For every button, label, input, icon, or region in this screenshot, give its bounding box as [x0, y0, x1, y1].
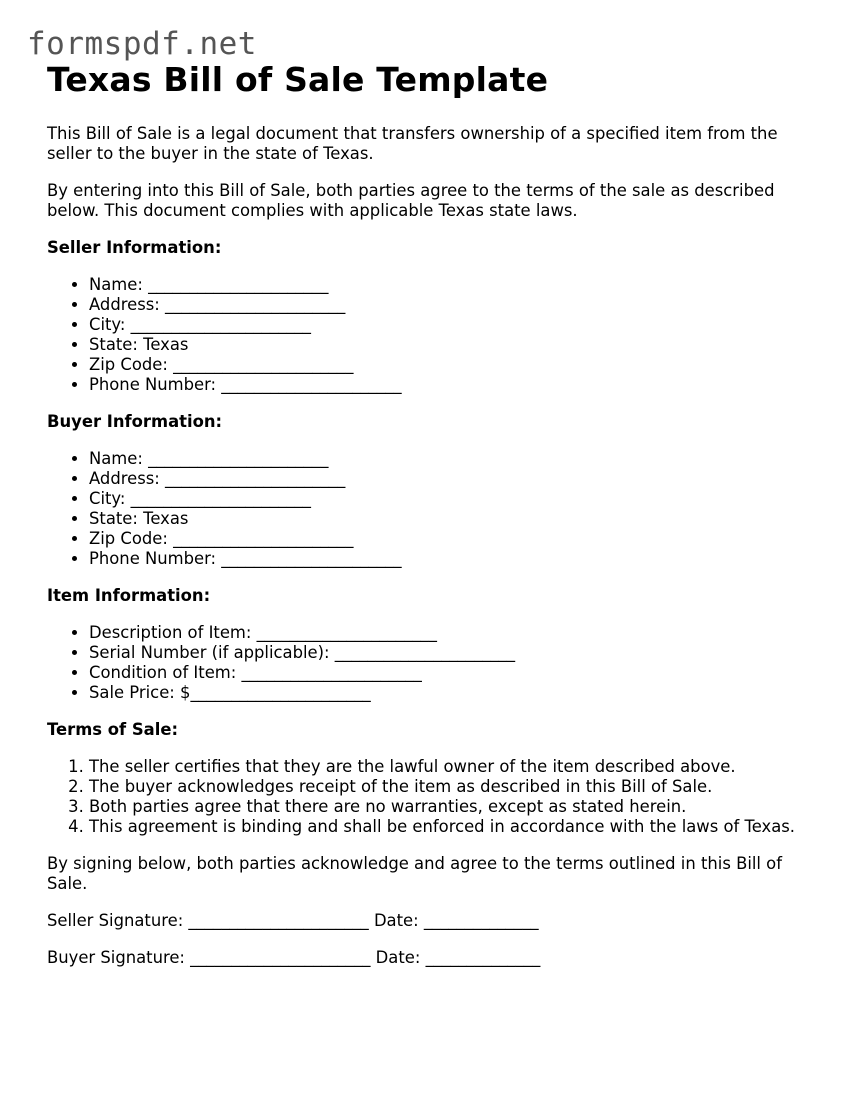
buyer-info-list	[47, 449, 827, 569]
item-condition-field[interactable]: • Condition of Item: ______________________	[89, 663, 827, 683]
page-title: Texas Bill of Sale Template	[47, 60, 549, 99]
seller-city-field[interactable]: • City: ______________________	[89, 315, 827, 335]
item-sale-price-field[interactable]: • Sale Price: $______________________	[89, 683, 827, 703]
item-description-field[interactable]: • Description of Item: ______________________	[89, 623, 827, 643]
term-item: 3. Both parties agree that there are no warranties, except as stated herein.	[89, 797, 827, 817]
closing-paragraph: By signing below, both parties acknowledge and agree to the terms outlined in this Bill of Sale.	[47, 854, 782, 893]
seller-name-field[interactable]: • Name: ______________________	[89, 275, 827, 295]
item-serial-number-field[interactable]: • Serial Number (if applicable): ______________________	[89, 643, 827, 663]
buyer-phone-field[interactable]: • Phone Number: ______________________	[89, 549, 827, 569]
item-section-heading: Item Information:	[47, 586, 211, 605]
buyer-name-field[interactable]: • Name: ______________________	[89, 449, 827, 469]
buyer-state-value: • State: Texas	[89, 509, 827, 529]
buyer-address-field[interactable]: • Address: ______________________	[89, 469, 827, 489]
document-body	[47, 60, 827, 968]
term-item: 1. The seller certifies that they are the lawful owner of the item described above.	[89, 757, 827, 777]
buyer-signature-line[interactable]: Buyer Signature: ______________________ Date: ______________	[47, 948, 541, 967]
buyer-section-heading: Buyer Information:	[47, 412, 223, 431]
term-item: 2. The buyer acknowledges receipt of the item as described in this Bill of Sale.	[89, 777, 827, 797]
seller-info-list	[47, 275, 827, 395]
seller-signature-line[interactable]: Seller Signature: ______________________ Date: ______________	[47, 911, 539, 930]
item-info-list	[47, 623, 827, 703]
intro-paragraph-2: By entering into this Bill of Sale, both parties agree to the terms of the sale as described below. This document complies with applicable Texas state laws.	[47, 181, 775, 220]
seller-zip-field[interactable]: • Zip Code: ______________________	[89, 355, 827, 375]
seller-phone-field[interactable]: • Phone Number: ______________________	[89, 375, 827, 395]
terms-section-heading: Terms of Sale:	[47, 720, 178, 739]
seller-address-field[interactable]: • Address: ______________________	[89, 295, 827, 315]
terms-list	[47, 757, 827, 837]
intro-paragraph-1: This Bill of Sale is a legal document that transfers ownership of a specified item from the seller to the buyer in the state of Texas.	[47, 124, 778, 163]
term-item: 4. This agreement is binding and shall be enforced in accordance with the laws of Texas.	[89, 817, 827, 837]
seller-section-heading: Seller Information:	[47, 238, 222, 257]
buyer-zip-field[interactable]: • Zip Code: ______________________	[89, 529, 827, 549]
buyer-city-field[interactable]: • City: ______________________	[89, 489, 827, 509]
seller-state-value: • State: Texas	[89, 335, 827, 355]
watermark-text: formspdf.net	[27, 26, 257, 62]
